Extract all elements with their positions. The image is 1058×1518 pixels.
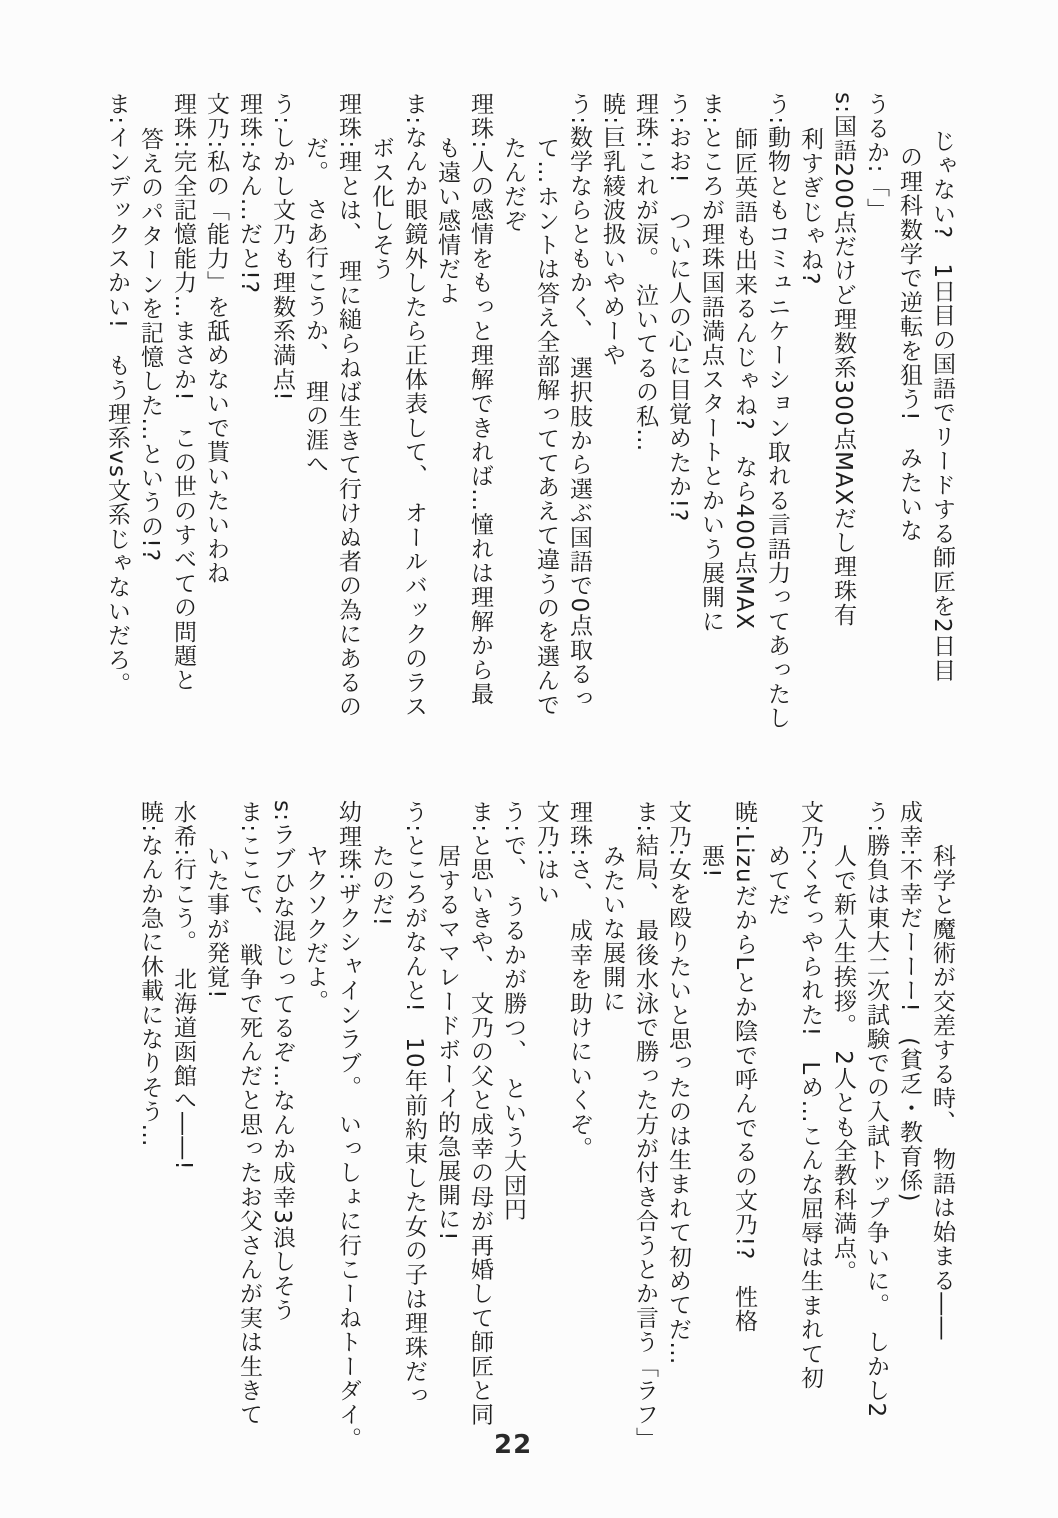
text-line: う:数学ならともかく、 選択肢から選ぶ国語で0点取るっ (566, 92, 592, 711)
text-line: 理珠:これが涙。 泣いてるの私… (632, 92, 658, 453)
text-line: う:ところがなんと! 10年前約束した女の子は理珠だっ (401, 800, 427, 1408)
vertical-text-block-top (100, 92, 958, 760)
text-line: ま:ここで、 戦争で死んだと思ったお父さんが実は生きて (236, 800, 262, 1427)
text-line: たんだぞ (500, 135, 526, 233)
text-line: も遠い感情だよ (434, 135, 460, 306)
text-line: 成幸:不幸だーーー! (貧乏・教育係) (896, 800, 922, 1203)
text-line: 悪! (698, 843, 724, 879)
text-line: 科学と魔術が交差する時、 物語は始まる―― (929, 843, 955, 1341)
text-line: いた事が発覚! (203, 843, 229, 1000)
text-line: ま:なんか眼鏡外したら正体表して、 オールバックのラス (401, 92, 427, 719)
text-line: 人で新入生挨拶。 2人とも全教科満点。 (830, 843, 856, 1284)
text-line: う:おお! ついに人の心に目覚めたか!? (665, 92, 691, 523)
text-line: 幼理珠:ザクシャインラブ。 いっしょに行こーねトーダイ。 (335, 800, 361, 1451)
text-line: 文乃:私の「能力」を舐めないで貰いたいわね (203, 92, 229, 585)
text-line: 理珠:なん…だと!? (236, 92, 262, 295)
text-line: ま:結局、 最後水泳で勝った方が付き合うとか言う「ラフ」 (632, 800, 658, 1451)
text-line: 水希:行こう。 北海道函館へ――! (170, 800, 196, 1171)
vertical-text-block-bottom (133, 800, 958, 1468)
text-line: 理珠:人の感情をもっと理解できれば…憧れは理解から最 (467, 92, 493, 706)
text-line: の理科数学で逆転を狙う! みたいな (896, 144, 922, 543)
text-line: めてだ (764, 843, 790, 917)
text-line: う:動物ともコミュニケーション取れる言語力ってあったし (764, 92, 790, 731)
text-line: う:しかし文乃も理数系満点! (269, 92, 295, 402)
text-line: ま:ところが理珠国語満点スタートとかいう展開に (698, 92, 724, 634)
text-line: たのだ! (368, 843, 394, 927)
text-line: ボス化しそう (368, 135, 394, 281)
text-line: 文乃:女を殴りたいと思ったのは生まれて初めてだ… (665, 800, 691, 1366)
text-line: じゃない? 1日目の国語でリードする師匠を2日目 (929, 128, 955, 683)
page-number: 22 (494, 1430, 533, 1460)
text-line: だ。 さあ行こうか、 理の涯へ (302, 135, 328, 476)
text-line: s:国語200点だけど理数系300点MAXだし理珠有 (830, 92, 856, 628)
text-line: ま:と思いきや、 文乃の父と成幸の母が再婚して師匠と同 (467, 800, 493, 1427)
text-line: 文乃:はい (533, 800, 559, 906)
text-line: ヤクソクだよ。 (302, 843, 328, 1014)
text-line: 暁:LizuだからLとか陰で呼んでるの文乃!? 性格 (731, 800, 757, 1334)
text-line: 文乃:くそっやられた! Lめ…こんな屈辱は生まれて初 (797, 800, 823, 1390)
text-line: 居するママレードボーイ的急展開に! (434, 843, 460, 1242)
text-line: ま:インデックスかい! もう理系vs文系じゃないだろ。 (104, 92, 130, 696)
text-line: 理珠:さ、 成幸を助けにいくぞ。 (566, 800, 592, 1161)
text-line: う:で、 うるかが勝つ、 という大団円 (500, 800, 526, 1222)
text-line: 師匠英語も出来るんじゃね? なら400点MAX (731, 126, 757, 630)
text-line: う:勝負は東大二次試験での入試トップ争いに。 しかし2 (863, 800, 889, 1419)
text-line: 暁:なんか急に休載になりそう… (137, 800, 163, 1148)
text-line: s:ラブひな混じってるぞ…なんか成幸3浪しそう (269, 800, 295, 1322)
text-line: 答えのパターンを記憶した…というの!? (137, 126, 163, 562)
text-line: 暁:巨乳綾波扱いやめーや (599, 92, 625, 368)
text-line: 利すぎじゃね? (797, 126, 823, 286)
text-line: 理珠:完全記憶能力…まさか! この世のすべての問題と (170, 92, 196, 693)
text-line: うるか:「」 (863, 92, 889, 222)
text-line: みたいな展開に (599, 843, 625, 1014)
text-line: て…ホントは答え全部解っててあえて違うのを選んで (533, 135, 559, 717)
text-line: 理珠:理とは、 理に縋らねば生きて行けぬ者の為にあるの (335, 92, 361, 719)
